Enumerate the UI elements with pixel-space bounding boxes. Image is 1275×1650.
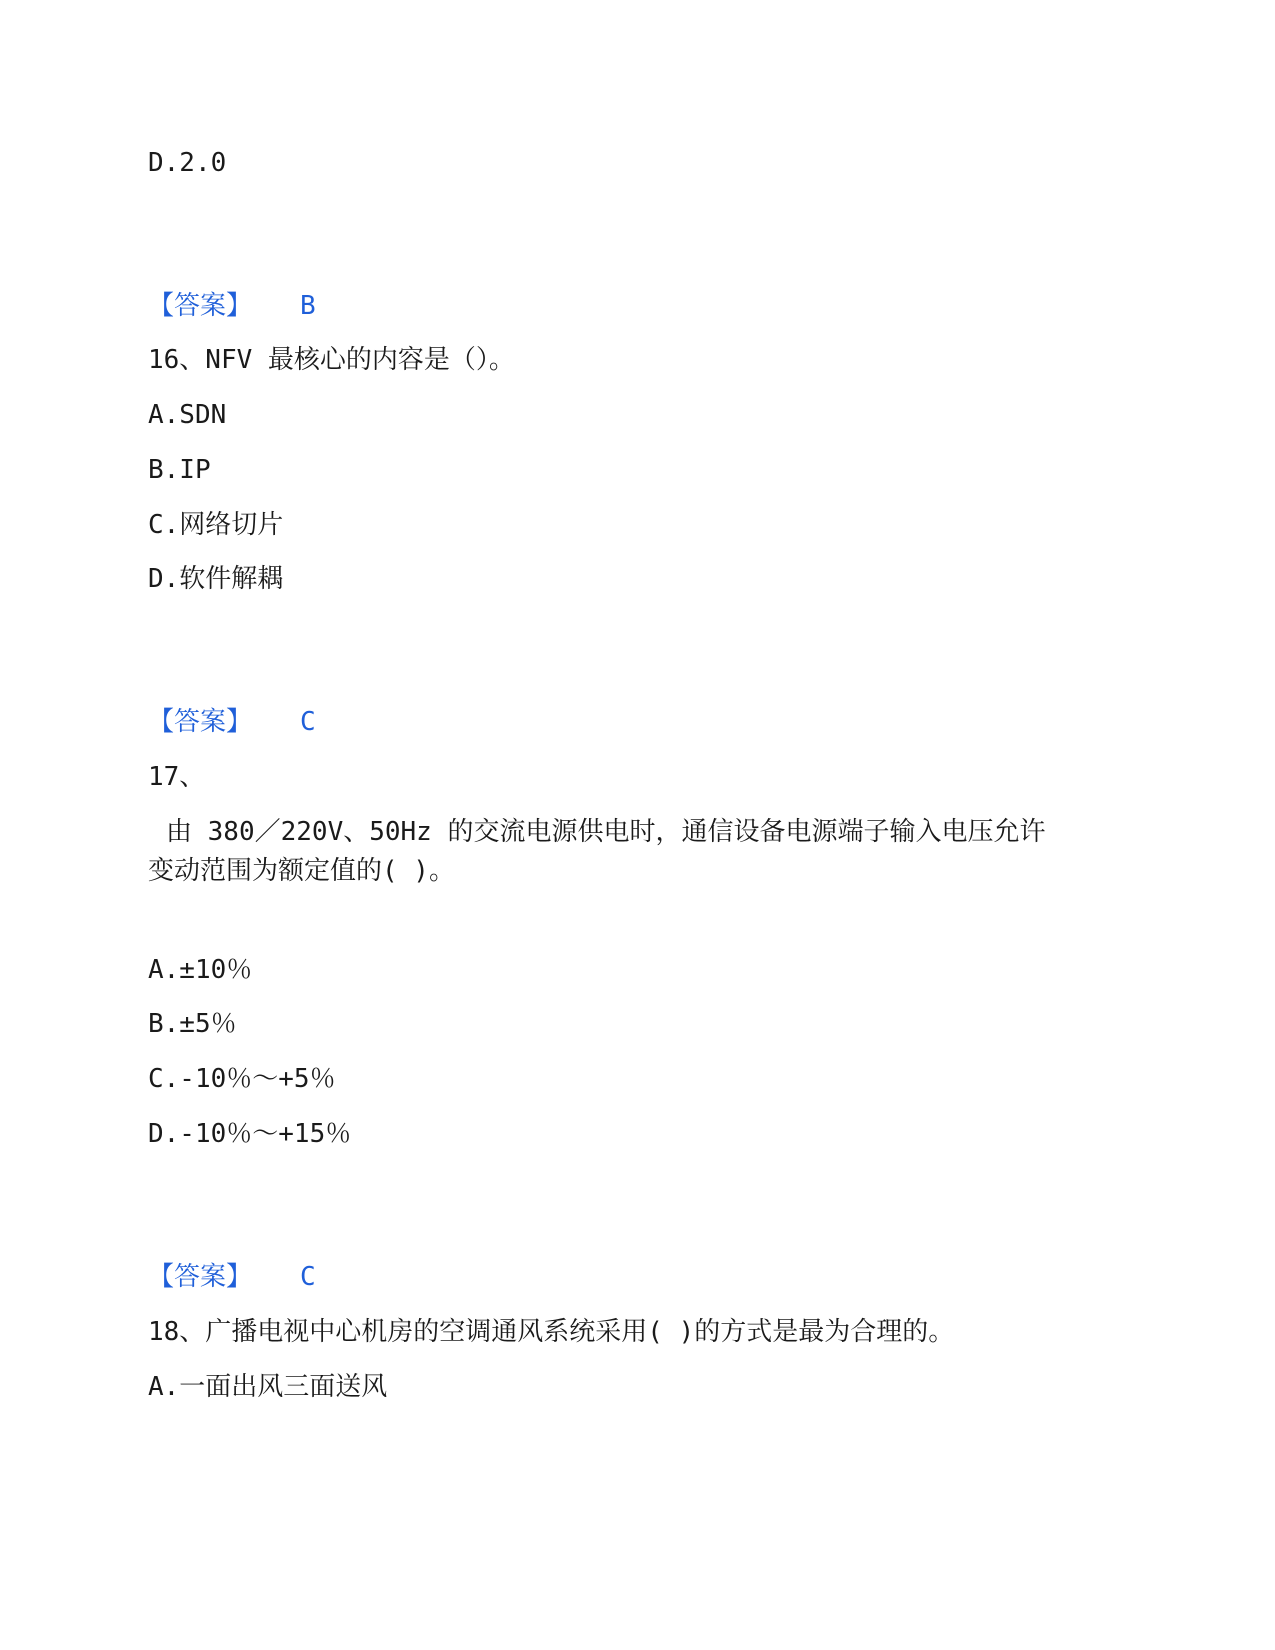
answer-value: B <box>300 291 316 321</box>
q16-option-a: A.SDN <box>148 400 227 430</box>
q17-option-a: A.±10％ <box>148 955 253 985</box>
answer-label: 【答案】 <box>148 291 253 321</box>
answer-value: C <box>300 707 316 737</box>
question-17-stem-line2: 变动范围为额定值的( )。 <box>148 856 455 886</box>
q17-option-b: B.±5％ <box>148 1009 237 1039</box>
answer-label: 【答案】 <box>148 707 253 737</box>
question-16-stem: 16、NFV 最核心的内容是（）。 <box>148 345 515 375</box>
answer-value: C <box>300 1262 316 1292</box>
answer-row-q17 <box>148 1260 316 1294</box>
q17-option-d: D.-10％～+15％ <box>148 1119 352 1149</box>
option-d-prev: D.2.0 <box>148 148 227 178</box>
q17-option-c: C.-10％～+5％ <box>148 1064 336 1094</box>
answer-label: 【答案】 <box>148 1262 253 1292</box>
q16-option-c: C.网络切片 <box>148 510 284 540</box>
q16-option-d: D.软件解耦 <box>148 564 284 594</box>
question-17-number: 17、 <box>148 762 206 792</box>
question-18-stem: 18、广播电视中心机房的空调通风系统采用( )的方式是最为合理的。 <box>148 1317 955 1347</box>
question-17-stem-line1: 由 380／220V、50Hz 的交流电源供电时，通信设备电源端子输入电压允许 <box>166 817 1046 847</box>
q16-option-b: B.IP <box>148 455 211 485</box>
answer-row-q16 <box>148 705 316 739</box>
answer-row-prev <box>148 289 316 323</box>
q18-option-a: A.一面出风三面送风 <box>148 1372 388 1402</box>
